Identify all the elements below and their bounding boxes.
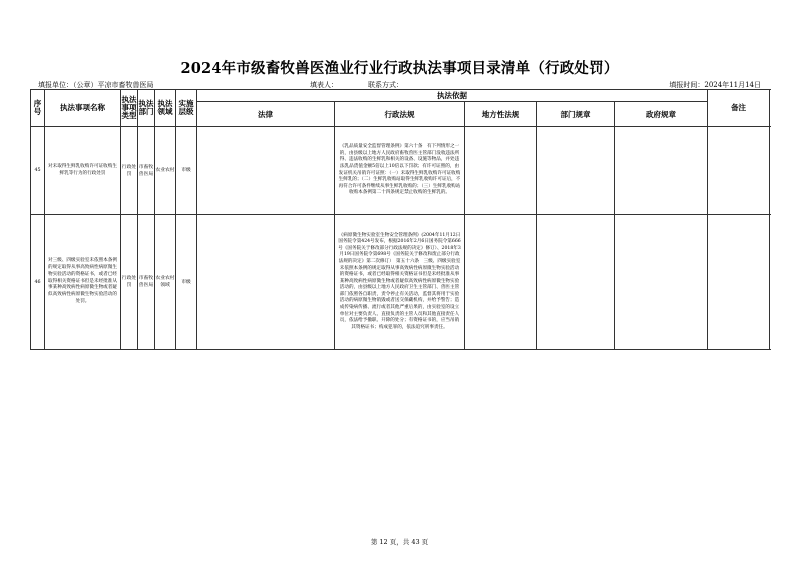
row-gov-rule: [615, 215, 708, 350]
table-row: [31, 215, 770, 350]
header-field: 执法领域: [155, 90, 176, 127]
header-regulation: 行政法规: [335, 102, 465, 127]
row-law: [197, 215, 335, 350]
header-dept-rule: 部门规章: [537, 102, 615, 127]
row-dept-rule: [537, 215, 615, 350]
header-level: 实施层级: [176, 90, 197, 127]
contact-label: 联系方式：: [368, 81, 403, 89]
row-dept: 市畜牧兽医局: [138, 127, 155, 215]
row-dept-rule: [537, 127, 615, 215]
page-title: 2024年市级畜牧兽医渔业行业行政执法事项目录清单（行政处罚）: [180, 60, 619, 77]
table-row: [31, 127, 770, 215]
row-name: 对三级、四级实验室未依照本条例的规定取得从事高致病性病原微生物实验活动的资格证书，或者已经取得相关资格证书但是未经批准从事某种高致病性病原微生物或者疑似高致病性病原微生物实验活动的处罚。: [45, 215, 121, 350]
header-type: 执法事项类型: [121, 90, 138, 127]
row-regulation: 《病原微生物实验室生物安全管理条例》(2004年11月12日国务院令第424号发布，根据2016年2月6日国务院令第666号《国务院关于修改部分行政法规的决定》修订）、2018年3月19日国务院令第698号《国务院关于修改和废止部分行政法规的决定》第二次修订） 第五十六条 三级、四级实验室未依照本条例的规定取得从事高致病性病原微生物实验活动的资格证书，或者已经取得相关资格证书但是未经批准从事某种高致病性病原微生物或者疑似高致病性病原微生物实验活动的，由县级以上地方人民政府卫生主管部门、兽医主管部门依照各自职责，责令停止有关活动，监督其将用于实验活动的病原微生物销毁或者送交保藏机构，并给予警告；造成传染病传播、流行或者其他严重后果的，由实验室的设立单位对主要负责人、直接负责的主管人员和其他直接责任人员，依法给予撤职、开除的处分；有资格证书的，应当吊销其资格证书；构成犯罪的，依法追究刑事责任。: [335, 215, 465, 350]
row-local-reg: [465, 127, 537, 215]
row-field: 农业农村领域: [155, 215, 176, 350]
header-dept: 执法部门: [138, 90, 155, 127]
row-gov-rule: [615, 127, 708, 215]
row-local-reg: [465, 215, 537, 350]
header-remark: 备注: [708, 90, 770, 127]
row-type: 行政处罚: [121, 215, 138, 350]
row-level: 市级: [176, 215, 197, 350]
header-local-reg: 地方性法规: [465, 102, 537, 127]
row-law: [197, 127, 335, 215]
row-seq: 45: [31, 127, 45, 215]
row-name: 对未取得生鲜乳收购许可证收购生鲜乳等行为的行政处罚: [45, 127, 121, 215]
row-dept: 市畜牧兽医局: [138, 215, 155, 350]
row-regulation: 《乳品质量安全监督管理条例》第六十条 有下列情形之一的，由县级以上地方人民政府畜牧兽医主管部门没收违法所得、违法收购的生鲜乳和相关的设备、设施等物品，并处违法乳品货值金额5倍以上10倍以下罚款；有许可证照的，由发证机关吊销许可证照：（一）未取得生鲜乳收购许可证收购生鲜乳的；（二）生鲜乳收购站取得生鲜乳收购许可证后，不再符合许可条件继续从事生鲜乳收购的；（三）生鲜乳收购站收购本条例第二十四条规定禁止收购的生鲜乳的。: [335, 127, 465, 215]
header-law: 法律: [197, 102, 335, 127]
header-gov-rule: 政府规章: [615, 102, 708, 127]
row-field: 农业农村: [155, 127, 176, 215]
page-number: 第 12 页，共 43 页: [370, 538, 429, 546]
filing-unit: 填报单位：（公章）平凉市畜牧兽医局: [38, 81, 154, 89]
header-basis: 执法依据: [197, 90, 708, 102]
row-remark: [708, 127, 770, 215]
row-type: 行政处罚: [121, 127, 138, 215]
row-level: 市级: [176, 127, 197, 215]
row-remark: [708, 215, 770, 350]
filler-label: 填表人：: [310, 81, 338, 89]
header-name: 执法事项名称: [45, 90, 121, 127]
filing-date: 填报时间：2024年11月14日: [669, 81, 761, 89]
row-seq: 46: [31, 215, 45, 350]
header-seq: 序号: [31, 90, 45, 127]
enforcement-table: [30, 89, 770, 350]
